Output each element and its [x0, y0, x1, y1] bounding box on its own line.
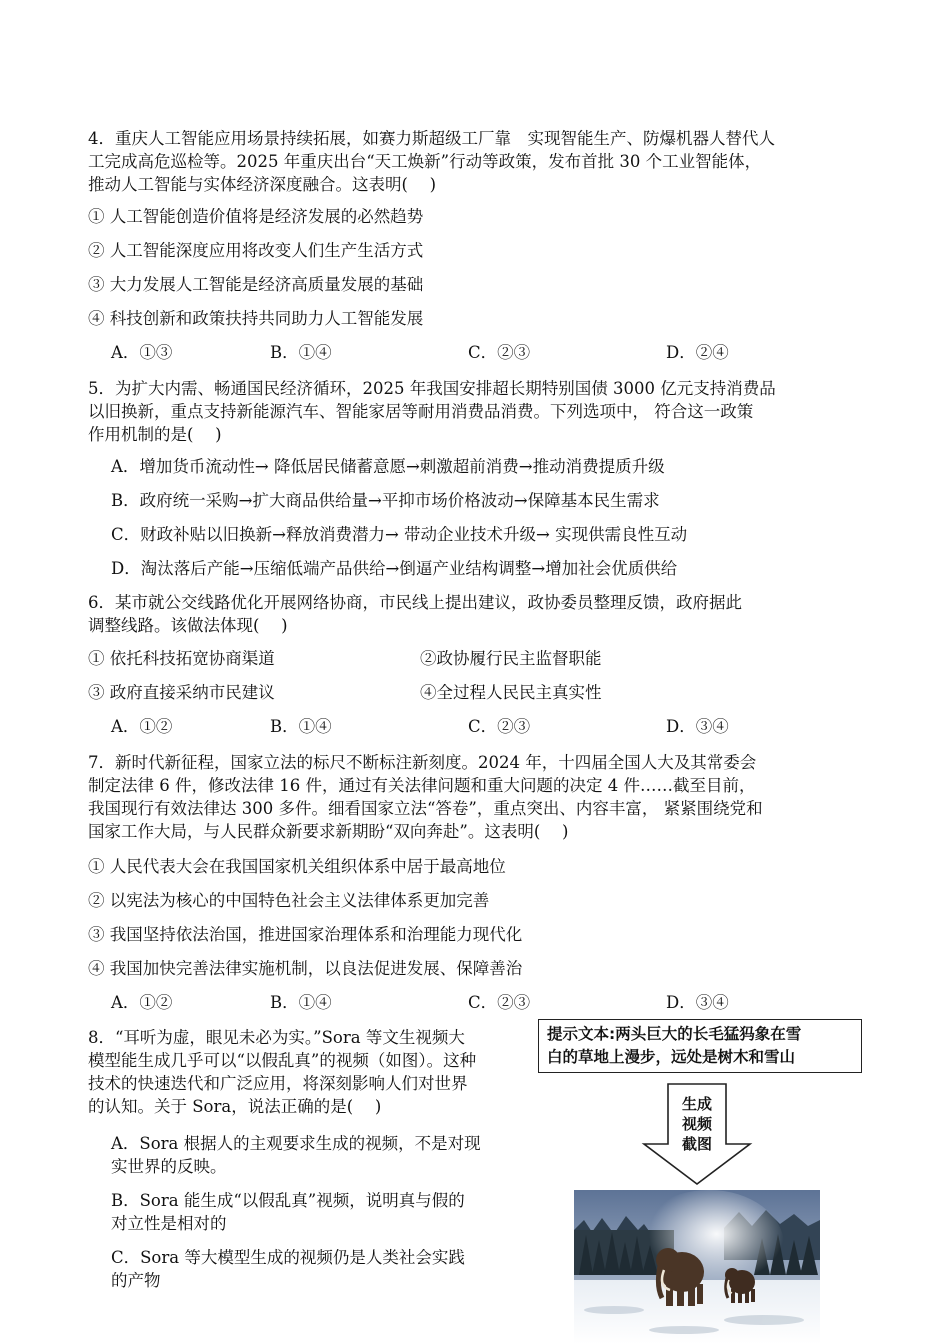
- down-arrow: [640, 1082, 754, 1186]
- q8-stem-line: 技术的快速迭代和广泛应用，将深刻影响人们对世界: [88, 1074, 468, 1093]
- q7-stem-line: 制定法律 6 件，修改法律 16 件，通过有关法律问题和重大问题的决定 4 件……截至目前，: [88, 776, 756, 795]
- q8-choice-a-line: 实世界的反映。: [111, 1157, 227, 1176]
- q7-item: ④ 我国加快完善法律实施机制，以良法促进发展、保障善治: [88, 959, 523, 978]
- q6-item: ① 依托科技拓宽协商渠道: [88, 649, 275, 668]
- q4-stem-line: 4．重庆人工智能应用场景持续拓展，如赛力斯超级工厂靠 实现智能生产、防爆机器人替代人: [88, 129, 775, 148]
- q6-choice-b[interactable]: B．①④: [270, 717, 332, 736]
- mammoth-snow-picture: [574, 1190, 820, 1344]
- mammoth-snow-image: [574, 1190, 820, 1344]
- q4-stem-line: 推动人工智能与实体经济深度融合。这表明( ): [88, 175, 437, 194]
- q6-choice-c[interactable]: C．②③: [468, 717, 531, 736]
- q6-item: ②政协履行民主监督职能: [420, 649, 602, 668]
- q5-stem-line: 作用机制的是( ): [88, 425, 222, 444]
- arrow-label-line: 视频: [681, 1115, 712, 1133]
- q7-item: ② 以宪法为核心的中国特色社会主义法律体系更加完善: [88, 891, 490, 910]
- q4-stem-line: 工完成高危巡检等。2025 年重庆出台“天工焕新”行动等政策，发布首批 30 个工业智能体，: [88, 152, 762, 171]
- prompt-text-line: 白的草地上漫步，远处是树木和雪山: [547, 1048, 796, 1066]
- q5-stem-line: 5．为扩大内需、畅通国民经济循环，2025 年我国安排超长期特别国债 3000 亿元支持消费品: [88, 379, 776, 398]
- q4-item: ① 人工智能创造价值将是经济发展的必然趋势: [88, 207, 424, 226]
- q7-item: ③ 我国坚持依法治国，推进国家治理体系和治理能力现代化: [88, 925, 523, 944]
- q6-item: ③ 政府直接采纳市民建议: [88, 683, 275, 702]
- q8-choice-a-line: A．Sora 根据人的主观要求生成的视频，不是对现: [111, 1134, 481, 1153]
- q6-choice-d[interactable]: D．③④: [666, 717, 729, 736]
- q4-item: ③ 大力发展人工智能是经济高质量发展的基础: [88, 275, 424, 294]
- q4-item: ④ 科技创新和政策扶持共同助力人工智能发展: [88, 309, 424, 328]
- arrow-label-line: 生成: [681, 1095, 712, 1113]
- prompt-text-box: [538, 1019, 862, 1073]
- q7-choice-c[interactable]: C．②③: [468, 993, 531, 1012]
- q4-choice-b[interactable]: B．①④: [270, 343, 332, 362]
- q7-stem-line: 国家工作大局，与人民群众新要求新期盼“双向奔赴”。这表明( ): [88, 822, 569, 841]
- q8-choice-b-line: 对立性是相对的: [111, 1214, 227, 1233]
- arrow-label: [640, 1094, 754, 1154]
- q8-choice-b-line: B．Sora 能生成“以假乱真”视频，说明真与假的: [111, 1191, 465, 1210]
- q8-choice-c-line: C．Sora 等大模型生成的视频仍是人类社会实践: [111, 1248, 465, 1267]
- q4-item: ② 人工智能深度应用将改变人们生产生活方式: [88, 241, 424, 260]
- q8-stem-line: 8．“耳听为虚，眼见未必为实。”Sora 等文生视频大: [88, 1028, 465, 1047]
- q7-choice-d[interactable]: D．③④: [666, 993, 729, 1012]
- q7-choice-a[interactable]: A．①②: [111, 993, 173, 1012]
- arrow-label-line: 截图: [681, 1135, 712, 1153]
- q4-choice-d[interactable]: D．②④: [666, 343, 729, 362]
- q6-stem-line: 6．某市就公交线路优化开展网络协商，市民线上提出建议，政协委员整理反馈，政府据此: [88, 593, 742, 612]
- q6-stem-line: 调整线路。该做法体现( ): [88, 616, 288, 635]
- q5-choice-a[interactable]: A．增加货币流动性→ 降低居民储蓄意愿→刺激超前消费→推动消费提质升级: [111, 457, 665, 476]
- q7-stem-line: 我国现行有效法律达 300 多件。细看国家立法“答卷”，重点突出、内容丰富， 紧紧围绕党和: [88, 799, 763, 818]
- prompt-text-line: 提示文本:两头巨大的长毛猛犸象在雪: [547, 1025, 802, 1043]
- q7-choice-b[interactable]: B．①④: [270, 993, 332, 1012]
- q5-choice-c[interactable]: C．财政补贴以旧换新→释放消费潜力→ 带动企业技术升级→ 实现供需良性互动: [111, 525, 688, 544]
- q7-stem-line: 7．新时代新征程，国家立法的标尺不断标注新刻度。2024 年，十四届全国人大及其常委会: [88, 753, 757, 772]
- q6-item: ④全过程人民民主真实性: [420, 683, 602, 702]
- q7-item: ① 人民代表大会在我国国家机关组织体系中居于最高地位: [88, 857, 506, 876]
- q5-choice-b[interactable]: B．政府统一采购→扩大商品供给量→平抑市场价格波动→保障基本民生需求: [111, 491, 660, 510]
- q4-choice-c[interactable]: C．②③: [468, 343, 531, 362]
- q6-choice-a[interactable]: A．①②: [111, 717, 173, 736]
- q5-stem-line: 以旧换新，重点支持新能源汽车、智能家居等耐用消费品消费。下列选项中， 符合这一政策: [88, 402, 754, 421]
- q4-choice-a[interactable]: A．①③: [111, 343, 173, 362]
- q8-choice-c-line: 的产物: [111, 1271, 161, 1290]
- q8-stem-line: 的认知。关于 Sora，说法正确的是( ): [88, 1097, 382, 1116]
- q8-stem-line: 模型能生成几乎可以“以假乱真”的视频（如图）。这种: [88, 1051, 477, 1070]
- q5-choice-d[interactable]: D．淘汰落后产能→压缩低端产品供给→倒逼产业结构调整→增加社会优质供给: [111, 559, 678, 578]
